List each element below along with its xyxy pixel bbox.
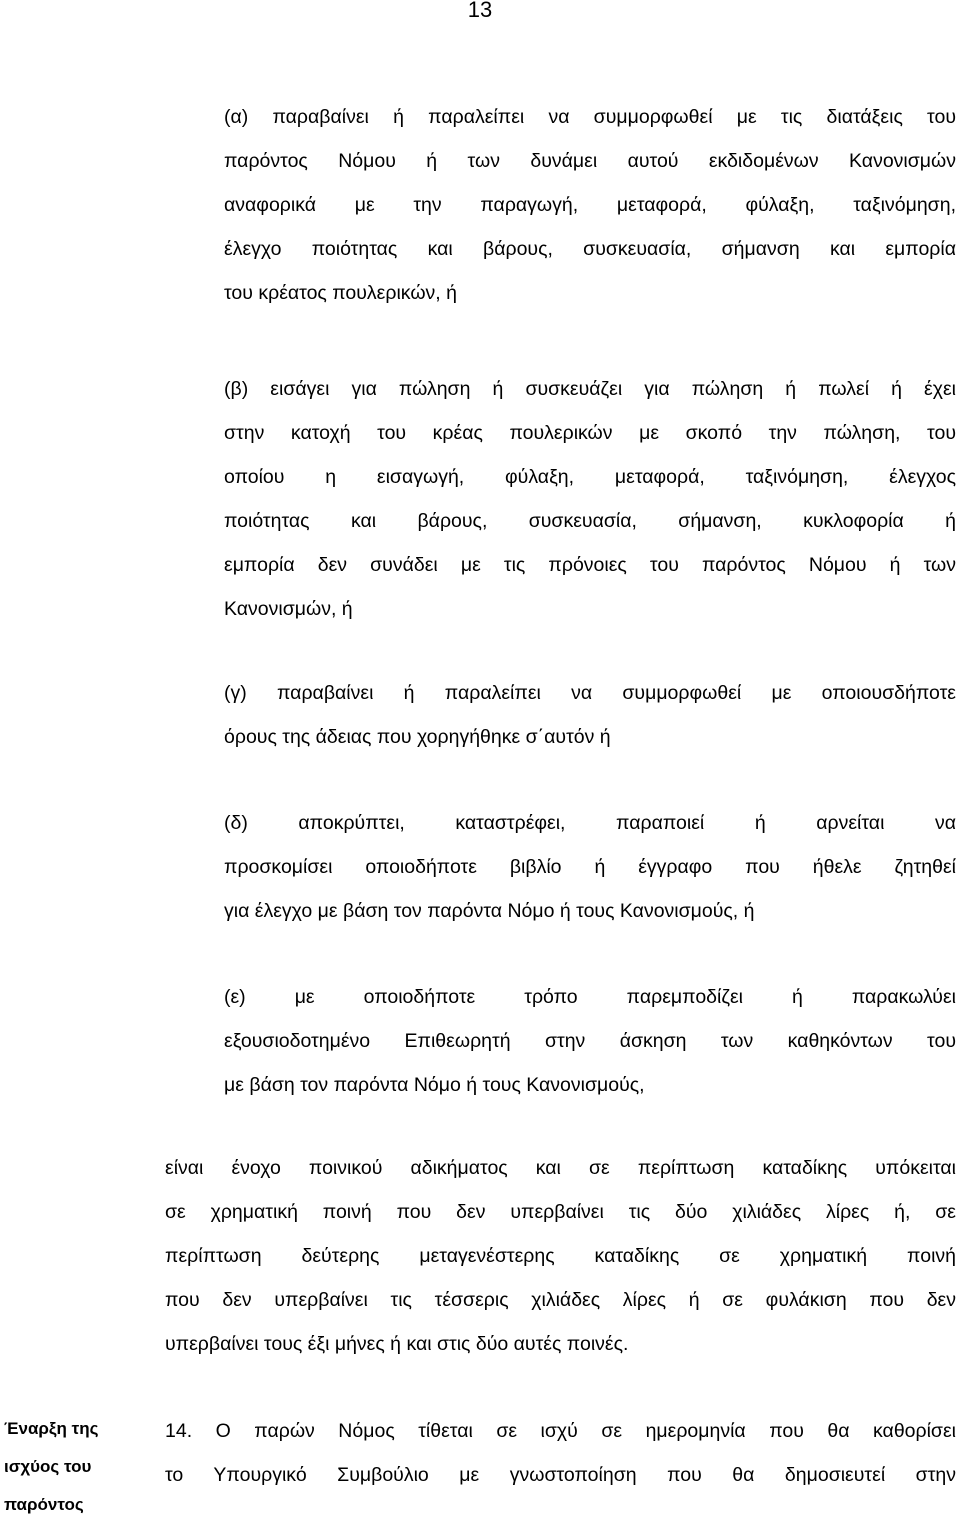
clause-line: (δ) αποκρύπτει, καταστρέφει, παραποιεί ή αρνείται να xyxy=(224,812,956,834)
clause-e xyxy=(224,975,956,1107)
clause-c xyxy=(224,671,956,759)
section-14 xyxy=(165,1409,956,1497)
margin-note-line: ισχύος του xyxy=(4,1457,92,1476)
clause-line: όρους της άδειας που χορηγήθηκε σ΄αυτόν ή xyxy=(224,726,611,748)
clause-line: προσκομίσει οποιοδήποτε βιβλίο ή έγγραφο που ήθελε ζητηθεί xyxy=(224,856,956,878)
penalty-line: σε χρηματική ποινή που δεν υπερβαίνει τις δύο χιλιάδες λίρες ή, σε xyxy=(165,1201,956,1223)
clause-line: οποίου η εισαγωγή, φύλαξη, μεταφορά, ταξινόμηση, έλεγχος xyxy=(224,466,956,488)
margin-note-line: Έναρξη της xyxy=(4,1419,99,1438)
penalty-line: περίπτωση δεύτερης μεταγενέστερης καταδίκης σε χρηματική ποινή xyxy=(165,1245,956,1267)
clause-line: με βάση τον παρόντα Νόμο ή τους Κανονισμούς, xyxy=(224,1074,645,1096)
clause-line: έλεγχο ποιότητας και βάρους, συσκευασία, σήμανση και εμπορία xyxy=(224,238,956,260)
clause-line: παρόντος Νόμου ή των δυνάμει αυτού εκδιδομένων Κανονισμών xyxy=(224,150,956,172)
clause-line: ποιότητας και βάρους, συσκευασία, σήμανση, κυκλοφορία ή xyxy=(224,510,956,532)
clause-line: στην κατοχή του κρέας πουλερικών με σκοπό την πώληση, του xyxy=(224,422,956,444)
page-number: 13 xyxy=(467,0,493,22)
clause-a xyxy=(224,95,956,315)
penalty-line: είναι ένοχο ποινικού αδικήματος και σε περίπτωση καταδίκης υπόκειται xyxy=(165,1157,956,1179)
penalty-line: που δεν υπερβαίνει τις τέσσερις χιλιάδες λίρες ή σε φυλάκιση που δεν xyxy=(165,1289,956,1311)
margin-note-line: παρόντος xyxy=(4,1495,84,1514)
clause-line: εξουσιοδοτημένο Επιθεωρητή στην άσκηση των καθηκόντων του xyxy=(224,1030,956,1052)
clause-line: αναφορικά με την παραγωγή, μεταφορά, φύλαξη, ταξινόμηση, xyxy=(224,194,956,216)
clause-b xyxy=(224,367,956,631)
clause-line: (α) παραβαίνει ή παραλείπει να συμμορφωθεί με τις διατάξεις του xyxy=(224,106,956,128)
penalty-line: υπερβαίνει τους έξι μήνες ή και στις δύο αυτές ποινές. xyxy=(165,1333,629,1355)
clause-line: του κρέατος πουλερικών, ή xyxy=(224,282,457,304)
clause-line: Κανονισμών, ή xyxy=(224,598,353,620)
clause-line: (γ) παραβαίνει ή παραλείπει να συμμορφωθεί με οποιουσδήποτε xyxy=(224,682,956,704)
clause-line: (ε) με οποιοδήποτε τρόπο παρεμποδίζει ή παρακωλύει xyxy=(224,986,956,1008)
penalty-paragraph xyxy=(165,1146,956,1366)
section-line: το Υπουργικό Συμβούλιο με γνωστοποίηση που θα δημοσιευτεί στην xyxy=(165,1464,956,1486)
clause-line: (β) εισάγει για πώληση ή συσκευάζει για πώληση ή πωλεί ή έχει xyxy=(224,378,956,400)
section-line: 14. Ο παρών Νόμος τίθεται σε ισχύ σε ημερομηνία που θα καθορίσει xyxy=(165,1420,956,1442)
clause-line: εμπορία δεν συνάδει με τις πρόνοιες του παρόντος Νόμου ή των xyxy=(224,554,956,576)
clause-line: για έλεγχο με βάση τον παρόντα Νόμο ή τους Κανονισμούς, ή xyxy=(224,900,755,922)
clause-d xyxy=(224,801,956,933)
margin-note xyxy=(4,1410,154,1524)
